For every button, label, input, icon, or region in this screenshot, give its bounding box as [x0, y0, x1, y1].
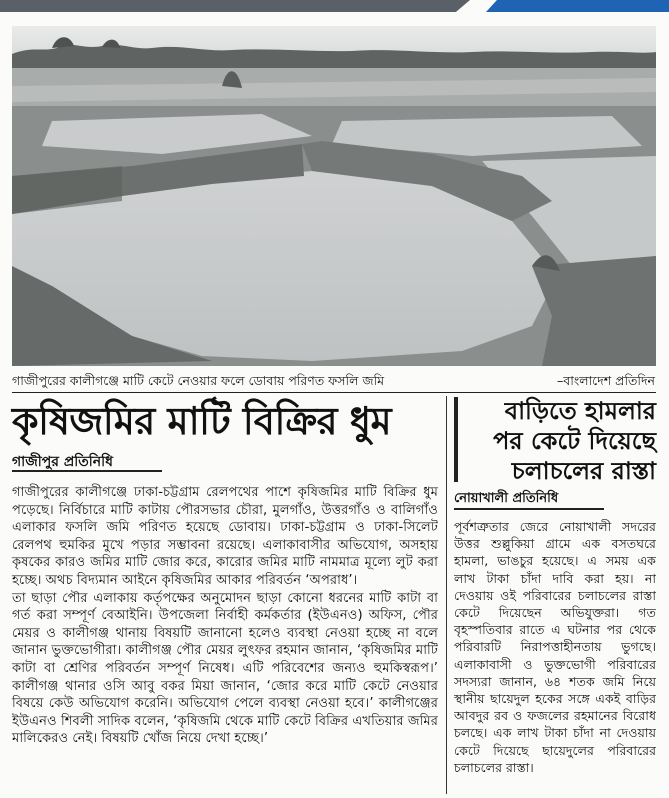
- main-headline: কৃষিজমির মাটি বিক্রির ধুম: [12, 399, 392, 443]
- page-top-bar: [0, 0, 669, 12]
- side-headline-accent-bar: [454, 397, 458, 482]
- photo-credit: –বাংলাদেশ প্রতিদিন: [557, 373, 655, 388]
- side-headline: [460, 396, 656, 486]
- flooded-farmland-illustration: [12, 26, 656, 366]
- news-photo: [12, 26, 656, 366]
- top-bar-blue-stripe: [486, 0, 669, 12]
- main-byline: গাজীপুর প্রতিনিধি: [12, 454, 114, 470]
- main-story-body: [12, 484, 438, 748]
- side-byline-underline: [454, 508, 604, 510]
- side-headline-line-2: পর কেটে দিয়েছে: [493, 427, 656, 455]
- side-story-body: [454, 518, 656, 776]
- side-headline-line-3: চলাচলের রাস্তা: [511, 457, 656, 485]
- top-bar-grey-stripe: [0, 0, 470, 12]
- main-byline-underline: [12, 470, 162, 472]
- side-paragraph-1: পূর্বশত্রুতার জেরে নোয়াখালী সদরের উত্তর শুল্লুকিয়া গ্রামে এক বসতঘরে হামলা, ভাঙচুর হয়েছে। এ সময় এক লাখ টাকা চাঁদা দাবি করা হয়। না দেওয়ায় ওই পরিবারের চলাচলের রাস্তা কেটে দিয়েছেন অভিযুক্তরা। গত বৃহস্পতিবার রাতে এ ঘটনার পর থেকে পরিবারটি নিরাপত্তাহীনতায় ভুগছে। এলাকাবাসী ও ভুক্তভোগী পরিবারের সদস্যরা জানান, ৬৪ শতক জমি নিয়ে স্থানীয় ছায়েদুল হকের সঙ্গে একই বাড়ির আবদুর রব ও ফজলের রহমানের বিরোধ চলছে। এক লাখ টাকা চাঁদা না দেওয়ায় কেটে দিয়েছে ছায়েদুলের পরিবারের চলাচলের রাস্তা।: [454, 519, 656, 775]
- photo-caption: গাজীপুরের কালীগঞ্জে মাটি কেটে নেওয়ার ফলে ডোবায় পরিণত ফসলি জমি: [12, 373, 385, 388]
- side-headline-line-1: বাড়িতে হামলার: [504, 397, 656, 425]
- caption-divider: [12, 392, 656, 393]
- main-paragraph-1: গাজীপুরের কালীগঞ্জে ঢাকা-চট্টগ্রাম রেলপথের পাশে কৃষিজমির মাটি বিক্রির ধুম পড়েছে। নির্বিচারে মাটি কাটায় পৌরসভার চৌরা, মুলগাঁও, উত্তরগাঁও ও বালিগাঁও এলাকার ফসলি জমি পরিণত হয়েছে ডোবায়। ঢাকা-চট্টগ্রাম ও ঢাকা-সিলেট রেলপথ হুমকির মুখে পড়ার সম্ভাবনা রয়েছে। এলাকাবাসীর অভিযোগ, অসহায় কৃষকের কারও জমির মাটি জোর করে, কারোর জমির মাটি নামমাত্র মূল্যে লুট করা হচ্ছে। অথচ বিদ্যমান আইনে কৃষিজমির আকার পরিবর্তন ‘অপরাধ’।: [12, 485, 438, 588]
- main-paragraph-2: তা ছাড়া পৌর এলাকায় কর্তৃপক্ষের অনুমোদন ছাড়া কোনো ধরনের মাটি কাটা বা গর্ত করা সম্পূর্ণ বেআইনি। উপজেলা নির্বাহী কর্মকর্তার (ইউএনও) অফিস, পৌর মেয়র ও কালীগঞ্জ থানায় বিষয়টি জানানো হলেও ব্যবস্থা নেওয়া হচ্ছে না বলে জানান ভুক্তভোগীরা। কালীগঞ্জ পৌর মেয়র লুৎফর রহমান জানান, ‘কৃষিজমির মাটি কাটা বা শ্রেণির পরিবর্তন সম্পূর্ণ নিষেধ। এটি পরিবেশের জন্যও হুমকিস্বরূপ।’ কালীগঞ্জ থানার ওসি আবু বকর মিয়া জানান, ‘জোর করে মাটি কেটে নেওয়ার বিষয়ে কেউ অভিযোগ করেনি। অভিযোগ পেলে ব্যবস্থা নেওয়া হবে।’ কালীগঞ্জের ইউএনও শিবলী সাদিক বলেন, ‘কৃষিজমি থেকে মাটি কেটে বিক্রির এখতিয়ার জমির মালিকেরও নেই। বিষয়টি খোঁজ নিয়ে দেখা হচ্ছে।’: [12, 590, 438, 747]
- column-separator: [446, 396, 447, 794]
- side-byline: নোয়াখালী প্রতিনিধি: [454, 491, 559, 506]
